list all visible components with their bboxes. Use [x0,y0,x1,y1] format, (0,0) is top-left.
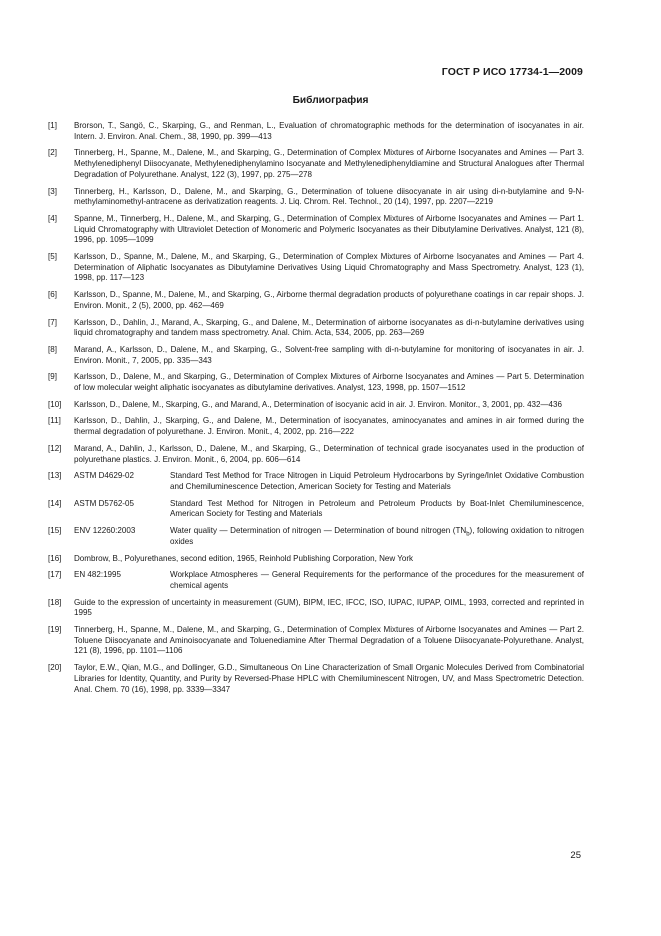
reference-number: [18] [48,597,62,607]
reference-item [48,148,584,180]
reference-number: [4] [48,213,57,223]
reference-text: Karlsson, D., Dalene, M., and Skarping, G., Determination of Complex Mixtures of Airborne Isocyanates and Amines — Part 5. Determination of low molecular weight aliphatic isocyanates as dibutylamine derivatives. Analyst, 123, 1998, pp. 1507—1512 [74,372,584,393]
reference-item [48,318,584,339]
reference-item [48,416,584,437]
reference-number: [15] [48,526,62,536]
reference-text: Karlsson, D., Dalene, M., Skarping, G., and Marand, A., Determination of isocyanic acid in air. J. Environ. Monitor., 3, 2001, pp. 432—436 [74,399,562,409]
reference-text: Guide to the expression of uncertainty in measurement (GUM), BIPM, IEC, IFCC, ISO, IUPAC, IUPAP, OIML, 1993, corrected and reprinted in 1995 [74,597,584,618]
reference-item [48,290,584,311]
reference-text: Marand, A., Dahlin, J., Karlsson, D., Dalene, M., and Skarping, G., Determination of technical grade isocyanates used in the production of polyurethane plastics. J. Environ. Monit., 6, 2004, pp. 606—614 [74,443,584,464]
reference-text: Standard Test Method for Nitrogen in Petroleum and Petroleum Products by Boat-Inlet Chemiluminescence, American Society for Testing and Materials [170,498,584,519]
document-code: ГОСТ Р ИСО 17734-1—2009 [441,66,583,78]
reference-item [48,121,584,142]
reference-text: Karlsson, D., Dahlin, J., Marand, A., Skarping, G., and Dalene, M., Determination of airborne isocyanates as di-n-butylamine derivatives using liquid chromatography and tandem mass spectrometry. Anal. Chim. Acta, 534, 2005, pp. 263—269 [74,317,584,338]
standard-reference-item [48,526,584,547]
standard-reference-item [48,499,584,520]
reference-text: Tinnerberg, H., Karlsson, D., Dalene, M., and Skarping, G., Determination of toluene diisocyanate in air using di-n-butylamine and 9-N-methylaminomethyl-antracene as derivatization reagents. J. Liq. Chrom. Rel. Technol., 20 (14), 1997, pp. 2207—2219 [74,186,584,207]
reference-number: [7] [48,317,57,327]
reference-item [48,400,584,411]
reference-item [48,598,584,619]
reference-item [48,663,584,695]
reference-item [48,554,584,565]
standard-code: ASTM D5762-05 [74,498,134,508]
reference-text: Karlsson, D., Dahlin, J., Skarping, G., and Dalene, M., Determination of isocyanates, aminocyanates and amines in air formed during the thermal degradation of polyurethane. J. Environ. Monit., 4, 2002, pp. 216—222 [74,416,584,437]
reference-number: [12] [48,443,62,453]
reference-text: Karlsson, D., Spanne, M., Dalene, M., and Skarping, G., Airborne thermal degradation products of polyurethane coatings in car repair shops. J. Environ. Monit., 2 (5), 2000, pp. 462—469 [74,290,584,310]
reference-item [48,625,584,657]
reference-number: [9] [48,372,57,382]
page-number: 25 [570,850,581,861]
standard-code: ENV 12260:2003 [74,526,136,536]
standard-reference-item [48,570,584,591]
standard-code: EN 482:1995 [74,570,121,580]
reference-number: [1] [48,121,57,130]
reference-number: [8] [48,344,57,354]
reference-number: [5] [48,252,57,262]
standard-code: ASTM D4629-02 [74,471,134,481]
reference-number: [2] [48,148,57,158]
reference-text: Tinnerberg, H., Spanne, M., Dalene, M., and Skarping, G., Determination of Complex Mixtures of Airborne Isocyanates and Amines — Part 2. Toluene Diisocyanate and Aminoisocyanate and Toluenediamine After Thermal Degradation of a Toluene Diisocyanate-Polyurethane. Analyst, 121 (8), 1996, pp. 1101—1106 [74,625,584,656]
reference-item [48,252,584,284]
reference-item [48,214,584,246]
reference-number: [19] [48,625,62,635]
reference-item [48,345,584,366]
reference-text-part: ), following oxidation to nitrogen oxides [170,526,584,546]
reference-text: Standard Test Method for Trace Nitrogen in Liquid Petroleum Hydrocarbons by Syringe/Inlet Oxidative Combustion and Chemiluminescence Detection, American Society for Testing and Materials [170,471,584,491]
reference-number: [10] [48,399,62,409]
reference-text [170,526,584,547]
reference-text: Karlsson, D., Spanne, M., Dalene, M., and Skarping, G., Determination of Complex Mixtures of Airborne Isocyanates and Amines — Part 4. Determination of Aliphatic Isocyanates as Dibutylamine Derivatives Using Liquid Chromatography and Mass Spectrometry. Analyst, 123 (1), 1998, pp. 117—123 [74,252,584,283]
standard-reference-item [48,471,584,492]
reference-text: Brorson, T., Sangö, C., Skarping, G., and Renman, L., Evaluation of chromatographic methods for the determination of isocyanates in air. Intern. J. Environ. Anal. Chem., 38, 1990, pp. 399—413 [74,121,584,141]
reference-number: [20] [48,663,62,673]
reference-text: Workplace Atmospheres — General Requirements for the performance of the procedures for the measurement of chemical agents [170,570,584,590]
reference-number: [14] [48,498,62,508]
reference-number: [13] [48,471,62,481]
reference-text: Marand, A., Karlsson, D., Dalene, M., and Skarping, G., Solvent-free sampling with di-n-butylamine for monitoring of isocyanates in air. J. Environ. Monit., 7, 2005, pp. 335—343 [74,344,584,365]
bibliography-title: Библиография [292,95,369,106]
reference-number: [17] [48,570,62,580]
reference-text-part: Water quality — Determination of nitrogen — Determination of bound nitrogen (TN [170,526,467,536]
reference-number: [6] [48,290,57,300]
reference-text: Tinnerberg, H., Spanne, M., Dalene, M., and Skarping, G., Determination of Complex Mixtures of Airborne Isocyanates and Amines — Part 3. Methylenediphenyl Diisocyanate, Methylenediphenylamino Isocyanate and Methylenediphenyldiamine and Structural Analogues after Thermal Degradation of Polyurethane. Analyst, 122 (3), 1997, pp. 275—278 [74,148,584,179]
subscript: b [466,531,470,538]
reference-item [48,187,584,208]
reference-text: Dombrow, B., Polyurethanes, second edition, 1965, Reinhold Publishing Corporation, New York [74,553,414,563]
reference-number: [11] [48,416,61,426]
reference-text: Taylor, E.W., Qian, M.G., and Dollinger, G.D., Simultaneous On Line Characterization of Small Organic Molecules Derived from Combinatorial Libraries for Identity, Quantity, and Purity by Reversed-Phase HPLC with Chemiluminescent Nitrogen, UV, and Mass Spectrometric Detection. Anal. Chem. 70 (16), 1998, pp. 3339—3347 [74,663,584,694]
reference-number: [3] [48,186,57,196]
reference-list [48,121,584,701]
reference-number: [16] [48,553,62,563]
reference-item [48,444,584,465]
reference-item [48,372,584,393]
reference-text: Spanne, M., Tinnerberg, H., Dalene, M., and Skarping, G., Determination of Complex Mixtures of Airborne Isocyanates and Amines — Part 1. Liquid Chromatography with Ultraviolet Detection of Monomeric and Polymeric Isocyanates as their Dibutylamine Derivatives. Analyst, 121 (8), 1996, pp. 1095—1099 [74,213,584,245]
